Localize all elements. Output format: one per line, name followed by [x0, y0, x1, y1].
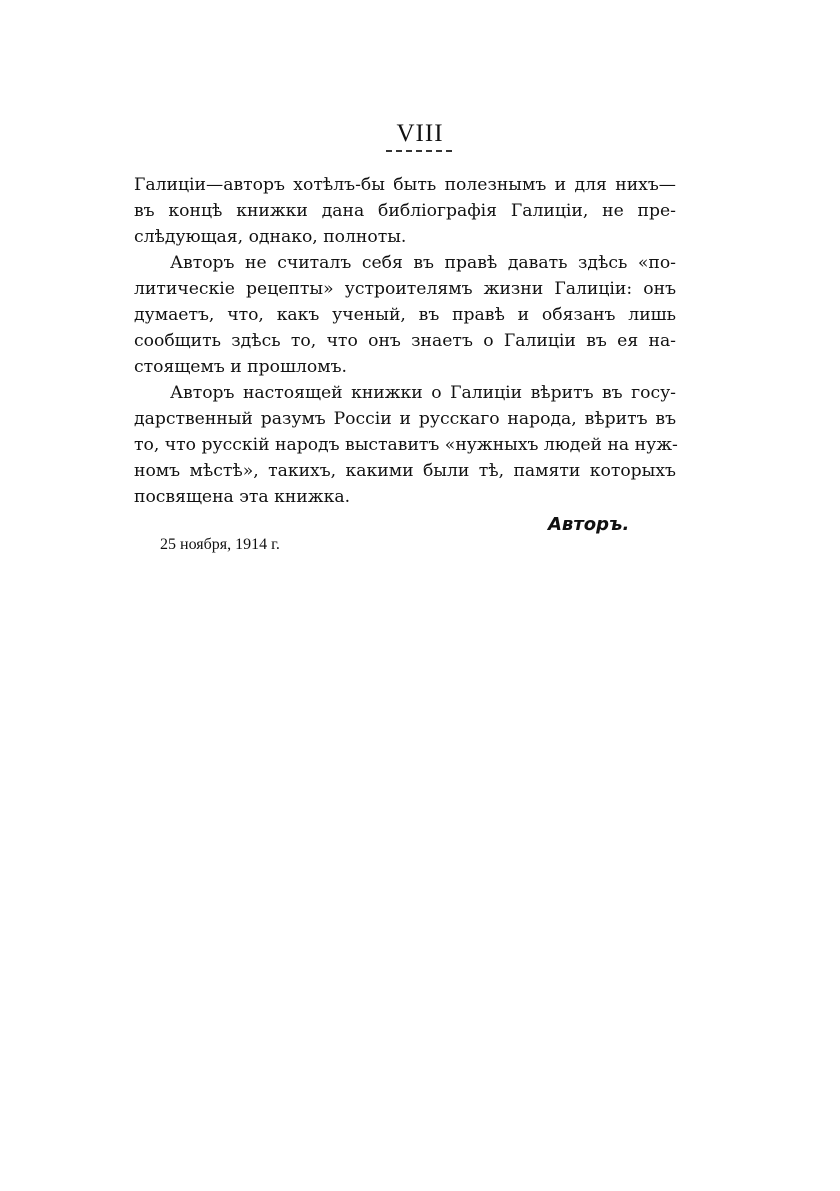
text-line: номъ мѣстѣ», такихъ, какими были тѣ, памяти которыхъ — [134, 461, 676, 481]
text-line: Авторъ не считалъ себя въ правѣ давать здѣсь «по- — [170, 253, 676, 273]
date-line: 25 ноября, 1914 г. — [160, 536, 280, 553]
text-line: Авторъ настоящей книжки о Галиціи вѣритъ въ госу- — [170, 383, 676, 403]
text-line: то, что русскій народъ выставитъ «нужныхъ людей на нуж- — [134, 435, 678, 455]
text-line: дарственный разумъ Россіи и русскаго народа, вѣритъ въ — [134, 409, 676, 429]
page-number: VIII — [396, 120, 444, 147]
author-signature: Авторъ. — [548, 514, 630, 535]
text-line: сообщить здѣсь то, что онъ знаетъ о Галиціи въ ея на- — [134, 331, 676, 351]
text-line: посвящена эта книжка. — [134, 487, 351, 507]
text-line: въ концѣ книжки дана библіографія Галиціи, не пре- — [134, 201, 676, 221]
text-line: литическіе рецепты» устроителямъ жизни Галиціи: онъ — [134, 279, 676, 299]
text-line: Галиціи—авторъ хотѣлъ-бы быть полезнымъ и для нихъ— — [134, 175, 676, 195]
text-line: думаетъ, что, какъ ученый, въ правѣ и обязанъ лишь — [134, 305, 676, 325]
text-line: слѣдующая, однако, полноты. — [134, 227, 407, 247]
body-text — [134, 172, 676, 510]
header-rule — [386, 150, 452, 152]
text-line: стоящемъ и прошломъ. — [134, 357, 347, 377]
